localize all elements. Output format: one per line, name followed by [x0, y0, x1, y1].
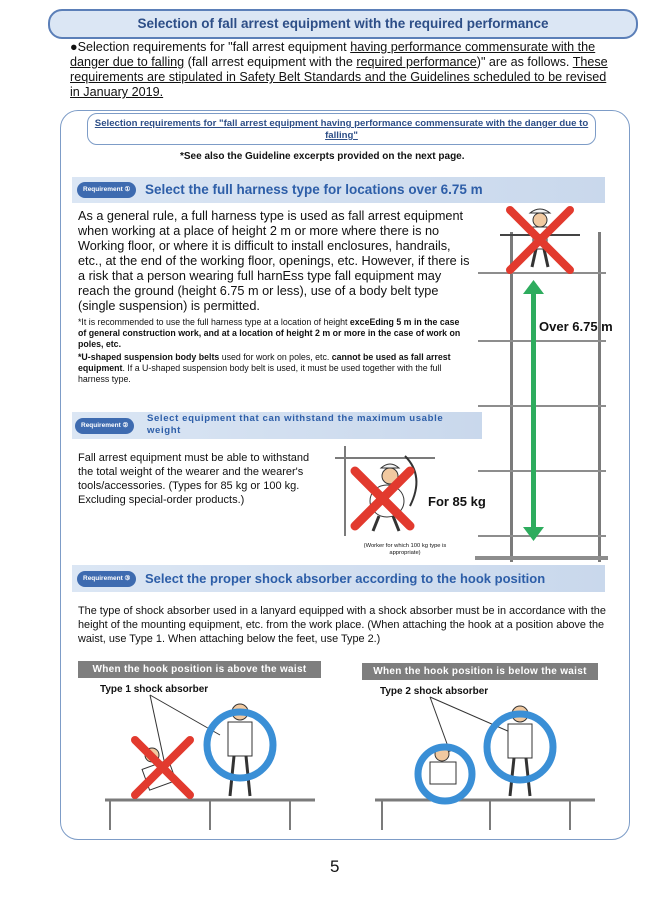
arrow-down-icon: [523, 527, 544, 541]
right-panel-heading: When the hook position is below the waist: [362, 663, 598, 680]
requirement-2-pill: Requirement ②: [75, 418, 134, 434]
weight-label: For 85 kg: [428, 494, 486, 509]
scaffold-rung: [478, 340, 606, 342]
intro-underline-2: required performance: [356, 55, 477, 69]
type2-absorber-illustration: [370, 692, 600, 830]
weight-caption: (Worker for which 100 kg type is appropriate): [363, 543, 447, 556]
intro-text-2: (fall arrest equipment with the: [184, 55, 357, 69]
requirement-1-pill: Requirement ①: [77, 182, 136, 198]
see-also-note: *See also the Guideline excerpts provided on the next page.: [180, 151, 465, 162]
requirement-1-note-1: *It is recommended to use the full harness type at a location of height exceEding 5 m in the case of general construction work, and at a location of height 2 m or more in the case of work on poles, etc.: [78, 317, 461, 349]
bullet: ●: [70, 40, 78, 54]
height-label: Over 6.75 m: [539, 319, 613, 334]
height-arrow: [531, 292, 536, 529]
requirement-1-body: As a general rule, a full harness type is used as fall arrest equipment when working at a place of height 2 m or more where there is no Working floor, or where it is difficult to install enclosures, handrails, etc., at the end of the working floor, openings, etc. However, if there is a risk that a person wearing full harnEss type fall equipment may reach the ground (height 6.75 m or less), use of a body belt type (single suspension) is permitted.: [78, 209, 470, 313]
requirement-3-pill: Requirement ③: [77, 571, 136, 587]
requirement-1-note-2: *U-shaped suspension body belts used for work on poles, etc. cannot be used as fall arrest equipment. If a U-shaped suspension body belt is used, it must be used together with the full harness type.: [78, 352, 451, 384]
scaffold-rung: [478, 405, 606, 407]
page-title: Selection of fall arrest equipment with the required performance: [48, 9, 638, 39]
requirement-3-title: Select the proper shock absorber according to the hook position: [145, 571, 546, 586]
scaffold-rung: [478, 470, 606, 472]
left-panel-heading: When the hook position is above the waist: [78, 661, 321, 678]
section-heading: Selection requirements for "fall arrest equipment having performance commensurate with the danger due to falling": [87, 113, 596, 145]
type1-label: Type 1 shock absorber: [100, 684, 209, 695]
scaffold-post-left: [510, 232, 513, 562]
intro-text-1: Selection requirements for "fall arrest equipment: [77, 40, 351, 54]
intro-text-3: )" are as follows.: [476, 55, 573, 69]
intro-underline-3: These requirements are stipulated in Safety Belt Standards and the Guidelines scheduled to be revised in January 2019.: [70, 55, 608, 99]
scaffold-post-right: [598, 232, 601, 562]
intro-paragraph: [70, 40, 615, 100]
page-number: 5: [330, 857, 340, 876]
requirement-1-title: Select the full harness type for locations over 6.75 m: [145, 182, 483, 197]
heavy-worker-crossed-icon: [335, 446, 435, 536]
arrow-up-icon: [523, 280, 544, 294]
ground-line: [475, 556, 608, 560]
intro-underline-1: having performance commensurate with the danger due to falling: [70, 40, 596, 69]
requirement-3-body: The type of shock absorber used in a lanyard equipped with a shock absorber must be in accordance with the height of the mounting equipment, etc. from the work place. (When attaching the hook at a position above the waist, use Type 1. When attaching below the feet, use Type 2.): [78, 605, 606, 645]
requirement-2-title: Select equipment that can withstand the maximum usable weight: [147, 413, 444, 436]
requirement-2-body: Fall arrest equipment must be able to withstand the total weight of the wearer and the wearer's tools/accessories. (Types for 85 kg or 100 kg. Excluding special-order products.): [78, 452, 310, 506]
worker-belt-crossed-icon: [500, 205, 580, 275]
type2-label: Type 2 shock absorber: [380, 686, 489, 697]
type1-absorber-illustration: [90, 690, 320, 830]
